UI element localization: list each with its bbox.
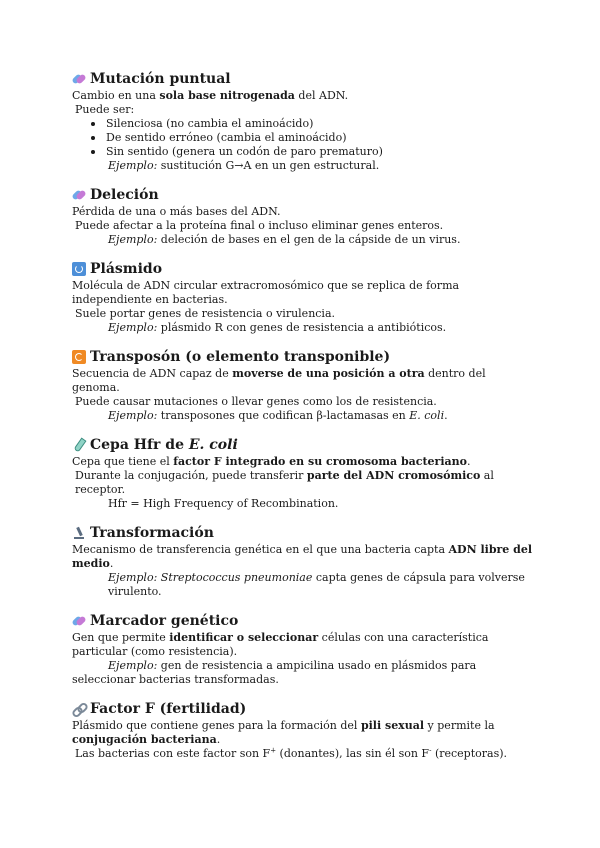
example: Ejemplo: deleción de bases en el gen de la cápside de un virus. [108,233,461,246]
list-item: Silenciosa (no cambia el aminoácido) [106,117,534,131]
section-transformacion [72,524,534,599]
section-marcador-genetico [72,612,534,687]
section-mutacion-puntual [72,70,534,173]
dna-icon [72,188,86,202]
example: Ejemplo: sustitución G→A en un gen estructural. [108,159,380,172]
paragraph: Secuencia de ADN capaz de moverse de una posición a otra dentro del genoma. [72,367,486,394]
paragraph: Puede causar mutaciones o llevar genes como los de resistencia. [75,395,437,408]
paragraph: Gen que permite identificar o seleccionar células con una característica particular (como resistencia). [72,631,489,658]
swap-icon [72,350,86,364]
list-item: De sentido erróneo (cambia el aminoácido) [106,131,534,145]
section-cepa-hfr [72,436,534,511]
dna-icon [72,72,86,86]
section-title: Factor F (fertilidad) [72,700,534,718]
bullet-list [72,117,534,159]
section-factor-f [72,700,534,761]
example: Ejemplo: Streptococcus pneumoniae capta genes de cápsula para volverse virulento. [108,571,525,598]
document-body [72,70,534,774]
paragraph: Molécula de ADN circular extracromosómico que se replica de forma independiente en bacterias. [72,279,460,306]
paragraph: Pérdida de una o más bases del ADN. [72,205,281,218]
section-title: Cepa Hfr de E. coli [72,436,534,454]
microscope-icon [72,526,86,540]
section-title: Deleción [72,186,534,204]
paragraph: Suele portar genes de resistencia o virulencia. [75,307,336,320]
link-icon [72,702,86,716]
paragraph: Cepa que tiene el factor F integrado en su cromosoma bacteriano. [72,455,471,468]
section-title: Marcador genético [72,612,534,630]
section-title: Transformación [72,524,534,542]
paragraph: Durante la conjugación, puede transferir parte del ADN cromosómico al receptor. [75,469,494,496]
paragraph: Cambio en una sola base nitrogenada del ADN. [72,89,349,102]
section-title: Plásmido [72,260,534,278]
paragraph: Hfr = High Frequency of Recombination. [108,497,339,510]
example: Ejemplo: gen de resistencia a ampicilina usado en plásmidos para seleccionar bacterias transformadas. [72,659,477,686]
list-item: Sin sentido (genera un codón de paro prematuro) [106,145,534,159]
section-delecion [72,186,534,247]
section-transposon [72,348,534,423]
paragraph: Puede ser: [75,103,135,116]
section-title: Transposón (o elemento transponible) [72,348,534,366]
paragraph: Plásmido que contiene genes para la formación del pili sexual y permite la conjugación bacteriana. [72,719,495,746]
test-tube-icon [72,438,86,452]
example: Ejemplo: transposones que codifican β-lactamasas en E. coli. [108,409,448,422]
section-title: Mutación puntual [72,70,534,88]
paragraph: Las bacterias con este factor son F+ (donantes), las sin él son F- (receptoras). [75,746,508,760]
cycle-icon [72,262,86,276]
example: Ejemplo: plásmido R con genes de resistencia a antibióticos. [108,321,447,334]
section-plasmido [72,260,534,335]
paragraph: Puede afectar a la proteína final o incluso eliminar genes enteros. [75,219,444,232]
paragraph: Mecanismo de transferencia genética en el que una bacteria capta ADN libre del medio. [72,543,532,570]
dna-icon [72,614,86,628]
